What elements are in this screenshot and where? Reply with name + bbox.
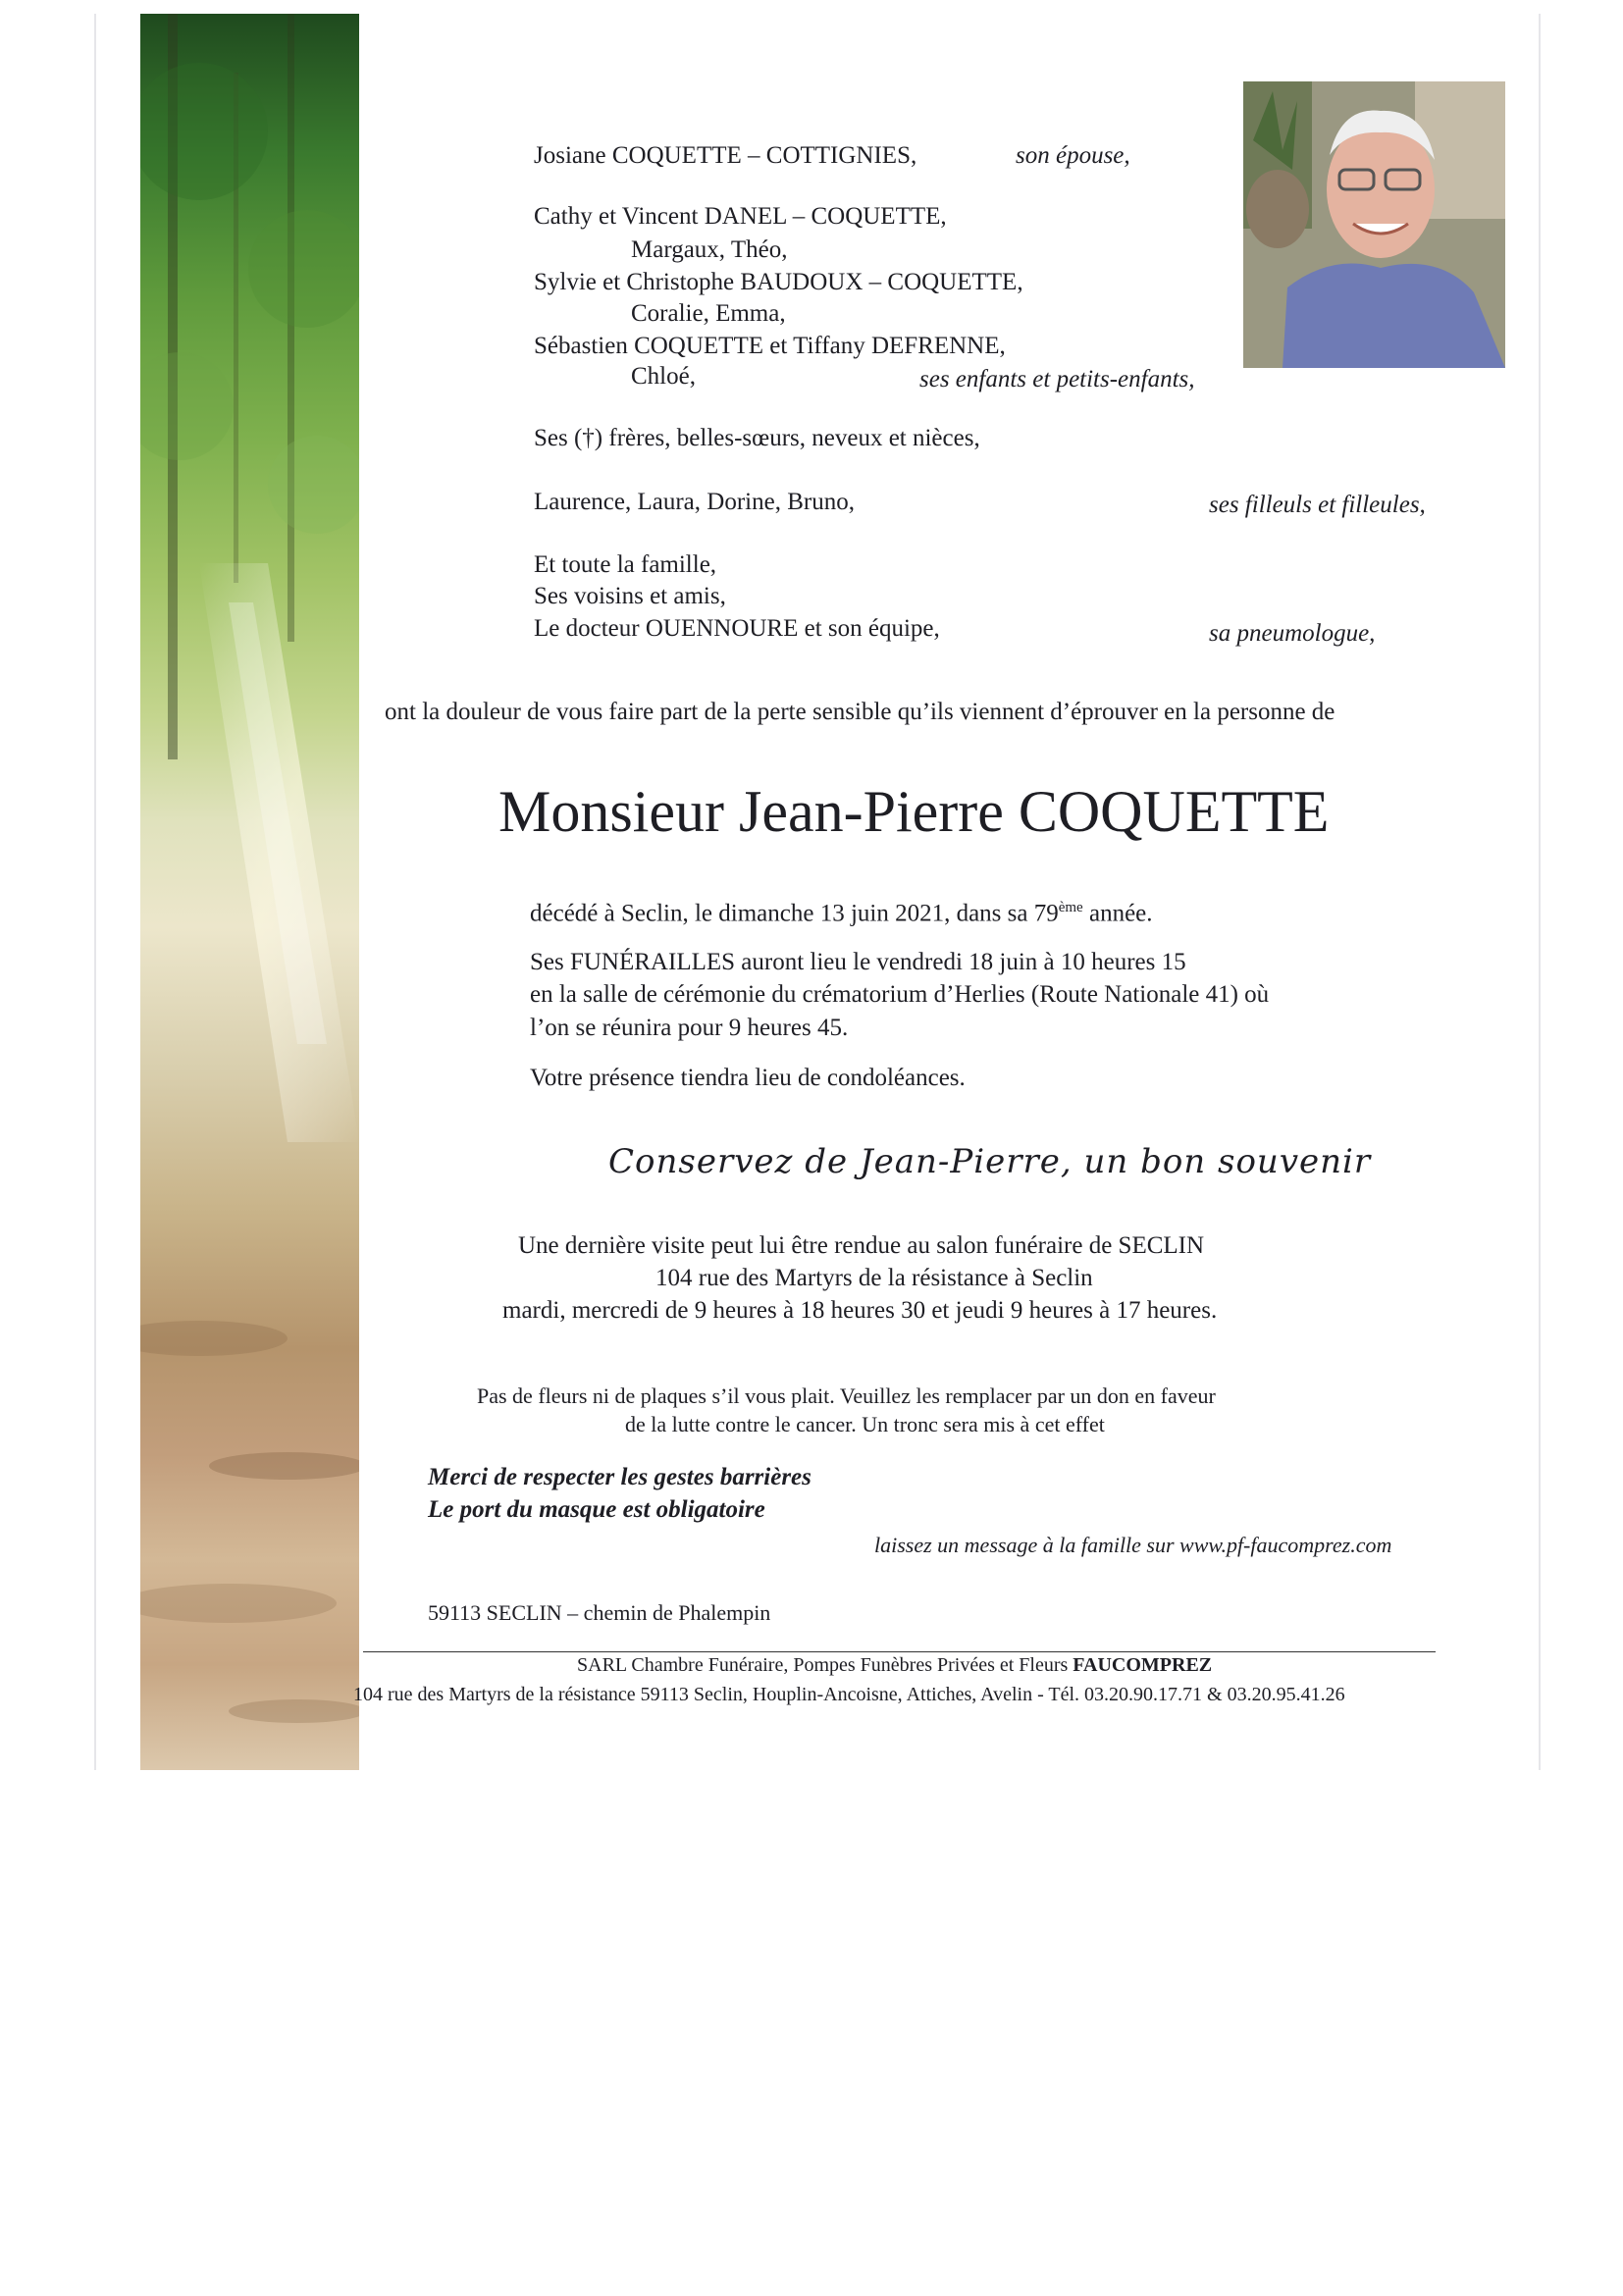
family-child-3: Sébastien COQUETTE et Tiffany DEFRENNE,	[534, 333, 1006, 359]
family-siblings: Ses (†) frères, belles-sœurs, neveux et nièces,	[534, 425, 980, 451]
flowers-line-1: Pas de fleurs ni de plaques s’il vous plait. Veuillez les remplacer par un don en faveur	[477, 1383, 1216, 1408]
family-doctor: Le docteur OUENNOURE et son équipe,	[534, 615, 940, 642]
death-info-text: décédé à Seclin, le dimanche 13 juin 2021, dans sa 79	[530, 900, 1059, 927]
family-child-1: Cathy et Vincent DANEL – COQUETTE,	[534, 203, 947, 230]
funeral-line-3: l’on se réunira pour 9 heures 45.	[530, 1015, 849, 1041]
message-link[interactable]: laissez un message à la famille sur www.pf-faucomprez.com	[874, 1533, 1392, 1557]
portrait-photo	[1243, 81, 1505, 368]
funeral-line-1: Ses FUNÉRAILLES auront lieu le vendredi 18 juin à 10 heures 15	[530, 949, 1186, 975]
flowers-line-2: de la lutte contre le cancer. Un tronc sera mis à cet effet	[625, 1412, 1105, 1436]
family-grandchildren-2: Coralie, Emma,	[631, 300, 786, 327]
covid-line-1: Merci de respecter les gestes barrières	[428, 1464, 812, 1490]
covid-line-2: Le port du masque est obligatoire	[428, 1496, 765, 1523]
death-info-superscript: ème	[1058, 900, 1083, 915]
family-grandchildren-3: Chloé,	[631, 363, 696, 390]
death-info	[530, 900, 1153, 927]
family-neighbors: Ses voisins et amis,	[534, 583, 726, 609]
page-edge-right	[1539, 14, 1541, 1770]
visit-line-2: 104 rue des Martyrs de la résistance à Seclin	[655, 1265, 1093, 1291]
souvenir-text: Conservez de Jean-Pierre, un bon souvenir	[608, 1142, 1372, 1181]
visit-line-1: Une dernière visite peut lui être rendue au salon funéraire de SECLIN	[518, 1232, 1205, 1259]
godchildren-role: ses filleuls et filleules,	[1209, 492, 1426, 518]
address-text: 59113 SECLIN – chemin de Phalempin	[428, 1600, 771, 1625]
announcement-text: ont la douleur de vous faire part de la perte sensible qu’ils viennent d’éprouver en la personne de	[385, 699, 1335, 725]
godchildren-names: Laurence, Laura, Dorine, Bruno,	[534, 489, 855, 515]
family-spouse-role: son épouse,	[1016, 142, 1130, 169]
footer-divider	[363, 1651, 1436, 1652]
footer-line-1	[577, 1654, 1212, 1677]
funeral-line-2: en la salle de cérémonie du crématorium d’Herlies (Route Nationale 41) où	[530, 981, 1270, 1008]
family-children-role: ses enfants et petits-enfants,	[919, 366, 1195, 392]
page-edge-left	[94, 14, 96, 1770]
death-info-text-after: année.	[1082, 900, 1153, 927]
condolences-text: Votre présence tiendra lieu de condoléances.	[530, 1065, 966, 1091]
visit-line-3: mardi, mercredi de 9 heures à 18 heures 30 et jeudi 9 heures à 17 heures.	[502, 1297, 1218, 1324]
footer-line-2: 104 rue des Martyrs de la résistance 59113 Seclin, Houplin-Ancoisne, Attiches, Avelin - Tél. 03.20.90.17.71 & 03.20.95.41.26	[353, 1684, 1345, 1705]
forest-path-image	[140, 14, 359, 1770]
family-spouse-name: Josiane COQUETTE – COTTIGNIES,	[534, 142, 917, 169]
family-doctor-role: sa pneumologue,	[1209, 620, 1376, 647]
family-child-2: Sylvie et Christophe BAUDOUX – COQUETTE,	[534, 269, 1023, 295]
footer-company: SARL Chambre Funéraire, Pompes Funèbres Privées et Fleurs	[577, 1654, 1073, 1676]
deceased-name: Monsieur Jean-Pierre COQUETTE	[498, 779, 1330, 844]
footer-brand: FAUCOMPREZ	[1073, 1654, 1213, 1676]
family-all: Et toute la famille,	[534, 551, 717, 578]
family-grandchildren-1: Margaux, Théo,	[631, 236, 788, 263]
